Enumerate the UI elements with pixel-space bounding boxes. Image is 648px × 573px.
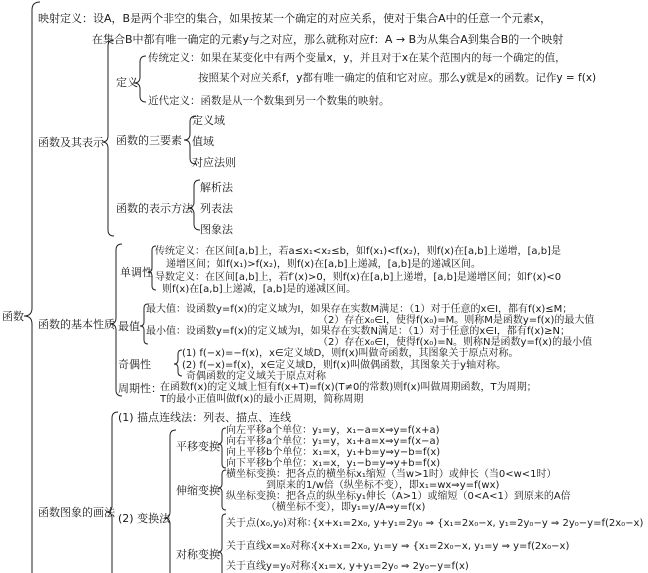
plot-method: (1) 描点连线法：列表、描点、连线 — [118, 411, 292, 424]
max-label: 最大值： — [146, 304, 186, 315]
modern-def: 近代定义：函数是从一个数集到另一个数集的映射。 — [148, 95, 390, 107]
element-domain: 定义域 — [192, 114, 225, 127]
three-elements-label: 函数的三要素 — [116, 134, 182, 147]
min-label: 最小值： — [146, 326, 186, 337]
mono-traditional-1: 传统定义：在区间[a,b]上，若a≤x₁<x₂≤b，如f(x₁)<f(x₂)，则f(x)在[a,b]上递增，[a,b]是 — [155, 246, 561, 257]
max-line1: 设函数y=f(x)的定义域为I，如果存在实数M满足：（1）对于任意的x∈I，都有f(x)≤M； — [186, 304, 573, 315]
sym-vline-formula: {x+x₁=2x₀, y₁=y ⇒ {x₁=2x₀−x, y₁=y ⇒ y=f(2x₀−x) — [312, 541, 570, 552]
sym-hline-formula: {x₁=x, y+y₁=2y₀ ⇒ 2y₀−y=f(x) — [312, 561, 469, 572]
representation-label: 函数的表示方法 — [116, 202, 193, 215]
stretch-x-1: 横坐标变换：把各点的横坐标x₁缩短（当w>1时）或伸长（当0<w<1时） — [226, 469, 557, 480]
mapping-def-line2: 在集合B中都有唯一确定的元素y与之对应，那么就称对应f：A → B为从集合A到集合B的一个映射 — [92, 33, 564, 46]
stretch-label: 伸缩变换 — [176, 484, 220, 497]
min-line2: （2）存在x₀∈I，使得f(x₀)=N。则称N是函数y=f(x)的最小值 — [318, 337, 593, 348]
sym-hline-label: 关于直线y=y₀对称： — [226, 561, 321, 572]
def-label: 定义 — [116, 76, 138, 89]
element-rule: 对应法则 — [192, 156, 236, 169]
mono-derivative-1: 导数定义：在区间[a,b]上，若f′(x)>0，则f(x)在[a,b]上递增，[a,b]是递增区间；如f′(x)<0 — [155, 272, 562, 283]
symmetry-label: 对称变换 — [176, 548, 220, 561]
section-function-representation: 函数及其表示 — [38, 136, 104, 149]
section-graph-drawing: 函数图象的画法 — [38, 506, 115, 519]
stretch-y-2: （横坐标不变），即y₁=y/A⇒y=f(x) — [266, 502, 426, 513]
stretch-x-2: 到原来的1/w倍（纵坐标不变），即x₁=wx⇒y=f(wx) — [266, 480, 500, 491]
mono-traditional-2: 递增区间；如f(x₁)>f(x₂)，则f(x)在[a,b]上递减，[a,b]是的递减区间。 — [166, 259, 482, 270]
parity-even: (2) f(−x)=f(x)，x∈定义域D，则f(x)叫做偶函数，其图象关于y轴对称。 — [182, 360, 507, 371]
max-line2: （2）存在x₀∈I，使得f(x₀)=M。则称M是函数y=f(x)的最大值 — [318, 315, 595, 326]
shift-label: 平移变换 — [176, 440, 220, 453]
parity-label: 奇偶性 — [118, 358, 151, 371]
mono-derivative-2: 则f(x)在[a,b]上递减，[a,b]是的递减区间。 — [162, 284, 357, 295]
section-basic-properties: 函数的基本性质 — [38, 318, 115, 331]
period-line1: 在函数f(x)的定义域上恒有f(x+T)=f(x)(T≠0的常数)则f(x)叫做周期函数，T为周期； — [160, 382, 537, 393]
sym-point-formula: {x+x₁=2x₀, y+y₁=2y₀ ⇒ {x₁=2x₀−x, y₁=2y₀−y ⇒ 2y₀−y=f(2x₀−x) — [312, 518, 644, 529]
monotonic-label: 单调性 — [120, 266, 153, 279]
mapping-def-line1: 映射定义：设A，B是两个非空的集合，如果按某一个确定的对应关系，使对于集合A中的任意一个元素x， — [38, 12, 552, 25]
traditional-def-line1: 传统定义：如果在某变化中有两个变量x，y，并且对于x在某个范围内的每一个确定的值， — [148, 52, 566, 64]
shift-up: 向上平移b个单位：x₁=x，y₁+b=y⇒y−b=f(x) — [226, 447, 441, 458]
min-line1: 设函数y=f(x)的定义域为I，如果存在实数N满足：（1）对于任意的x∈I，都有f(x)≥N； — [186, 326, 571, 337]
sym-vline-label: 关于直线x=x₀对称： — [226, 541, 321, 552]
stretch-y-1: 纵坐标变换：把各点的纵坐标y₁伸长（A>1）或缩短（0<A<1）到原来的A倍 — [226, 491, 571, 502]
rep-table: 列表法 — [200, 202, 233, 215]
transform-label: (2) 变换法 — [118, 512, 171, 525]
element-range: 值域 — [192, 135, 214, 148]
shift-left: 向左平移a个单位：y₁=y，x₁−a=x⇒y=f(x+a) — [226, 425, 440, 436]
period-line2: T的最小正值叫做f(x)的最小正周期，简称周期 — [160, 394, 364, 405]
period-label: 周期性： — [118, 382, 162, 395]
shift-down: 向下平移b个单位：x₁=x，y₁−b=y⇒y+b=f(x) — [226, 458, 441, 469]
rep-graph: 图象法 — [200, 223, 233, 236]
traditional-def-line2: 按照某个对应关系f，y都有唯一确定的值和它对应。那么y就是x的函数。记作y = f(x) — [198, 72, 597, 84]
root-label: 函数 — [2, 310, 24, 323]
rep-analytic: 解析法 — [200, 181, 233, 194]
extreme-label: 最值 — [118, 320, 140, 333]
parity-odd: (1) f(−x)=−f(x)，x∈定义域D，则f(x)叫做奇函数，其图象关于原点对称。 — [182, 348, 519, 359]
shift-right: 向右平移a个单位：y₁=y，x₁+a=x⇒y=f(x−a) — [226, 436, 440, 447]
parity-note: 奇偶函数的定义域关于原点对称 — [186, 371, 326, 382]
sym-point-label: 关于点(x₀,y₀)对称： — [226, 518, 317, 529]
